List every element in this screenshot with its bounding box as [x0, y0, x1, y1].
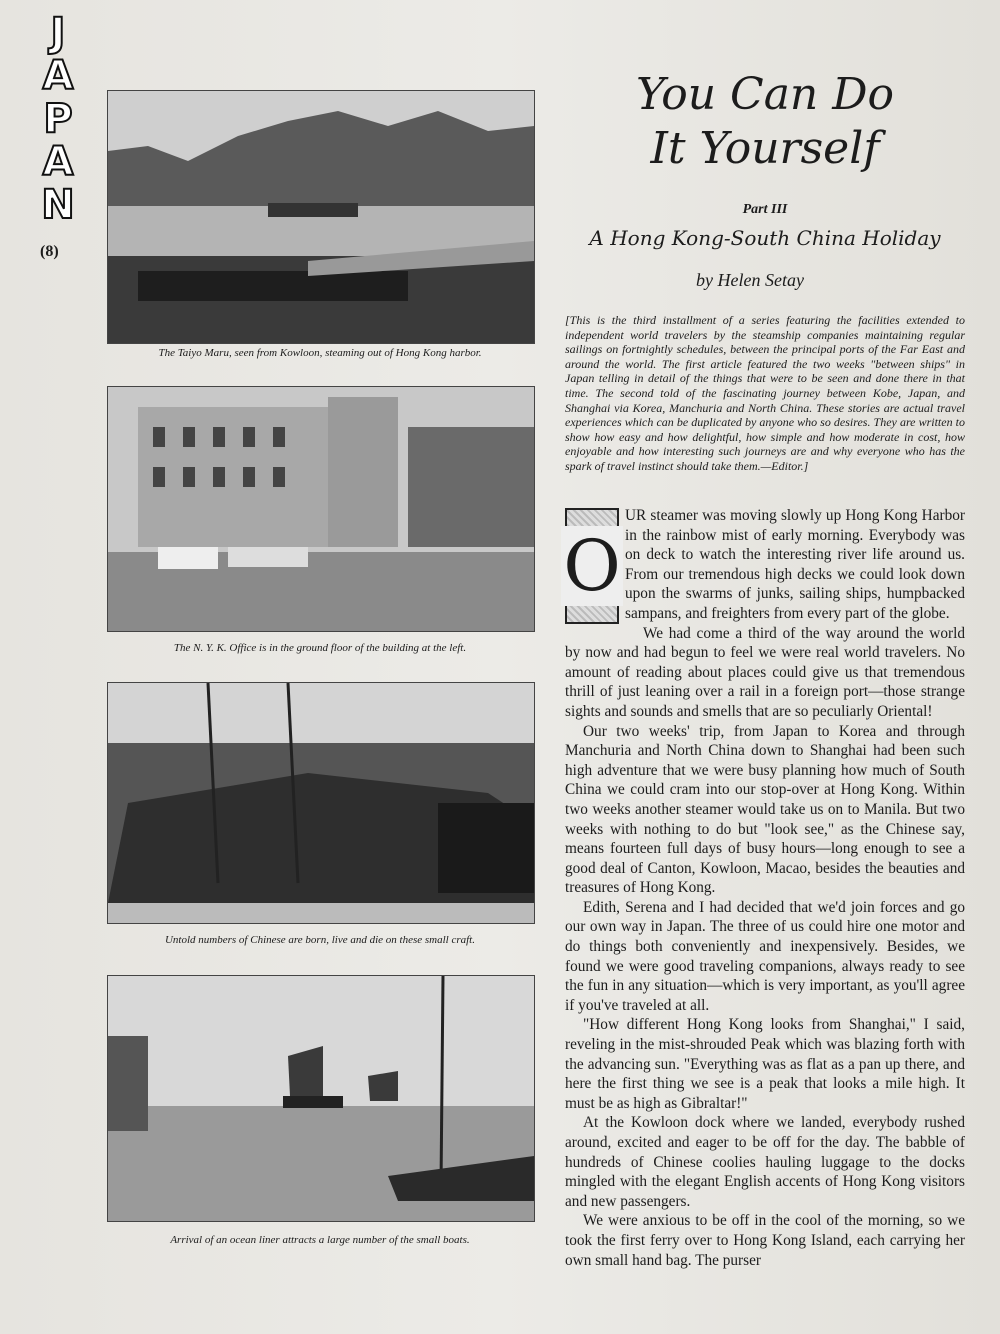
- paragraph: Our two weeks' trip, from Japan to Korea and through Manchuria and North China down to Shanghai had been such high adventure that we were busy planning how much of South China we could cram into our stop-over at Hong Kong. Within two weeks another steamer would take us on to Manila. But two weeks with nothing to do but "look see," as the Chinese say, means fourteen full days of busy hours—long enough to see a good deal of Canton, Kowloon, Macao, besides the beauties and treasures of Hong Kong.: [565, 722, 965, 897]
- photo-nyk-office: [107, 386, 535, 632]
- article-byline: by Helen Setay: [696, 270, 804, 290]
- photo-caption: Arrival of an ocean liner attracts a large number of the small boats.: [170, 1234, 470, 1246]
- drop-cap-letter: O: [563, 525, 621, 607]
- paragraph: "How different Hong Kong looks from Shanghai," I said, reveling in the mist-shrouded Peak which was blazing forth with the advancing sun. "Everything was as flat as a pan up there, and here the first thing we see is a peak that looks a mile high. It must be as high as Gibraltar!": [565, 1016, 965, 1112]
- title-line: You Can Do: [635, 69, 895, 120]
- photo-caption: The Taiyo Maru, seen from Kowloon, steaming out of Hong Kong harbor.: [158, 347, 482, 359]
- article-subtitle: A Hong Kong-South China Holiday: [589, 226, 941, 250]
- section-letter: A: [42, 53, 74, 99]
- paragraph: Edith, Serena and I had decided that we'd join forces and go our own way in Japan. The three of us could hire one motor and do things both conveniently and inexpensively. Besides, we found we were good traveling companions, always ready to see the fun in any situation—which is very important, as you'll agree if you've traveled at all.: [565, 898, 965, 1014]
- photo-small-craft: [107, 682, 535, 924]
- section-letter: A: [42, 139, 74, 185]
- section-letter: J: [50, 10, 66, 56]
- paragraph: At the Kowloon dock where we landed, everybody rushed around, excited and eager to be off for the day. The babble of hundreds of Chinese coolies hauling luggage to the docks mingled with the elegant English accents of Hong Kong visitors and new passengers.: [565, 1114, 965, 1210]
- paragraph: UR steamer was moving slowly up Hong Kong Harbor in the rainbow mist of early morning. Everybody was on deck to watch the interesting river life around us. From our tremendous high decks we could look down upon the swarms of junks, sailing ships, humpbacked sampans, and freighters from every part of the globe.: [625, 507, 965, 622]
- photo-caption: The N. Y. K. Office is in the ground floor of the building at the left.: [173, 642, 467, 654]
- page-number: (8): [40, 243, 59, 260]
- article-part: Part III: [742, 202, 788, 217]
- section-letter: N: [41, 182, 75, 228]
- paragraph: We had come a third of the way around the world by now and had begun to feel we were real world travelers. No amount of reading about places could give us that tremendous thrill of just leaning over a rail in a foreign port—those strange sights and sounds and smells that are so peculiarly Oriental!: [565, 624, 965, 720]
- section-letter: P: [43, 96, 73, 142]
- editor-intro: [This is the third installment of a series featuring the facilities extended to independent world travelers by the steamship companies maintaining regular sailings on fortnightly schedules, between the principal ports of the Far East and around the world. The first article featured the two weeks "between ships" in Japan telling in detail of the things that were to be seen and done there in that time. The second told of the fascinating journey between Kobe, Japan, and Shanghai via Korea, Manchuria and North China. These stories are actual travel experiences which can be duplicated by anyone who so desires. They are written to show how easy and how delightful, how simple and how moderate in cost, how enjoyable and how interesting such journeys are and why everyone who has the spark of travel instinct should take them.—Editor.]: [565, 313, 965, 473]
- photo-junks-liner: [107, 975, 535, 1222]
- article-body: [565, 506, 965, 1270]
- title-line: It Yourself: [650, 123, 880, 174]
- paragraph: We were anxious to be off in the cool of the morning, so we took the first ferry over to Hong Kong Island, each carrying her own small hand bag. The purser: [565, 1212, 965, 1269]
- photo-caption: Untold numbers of Chinese are born, live and die on these small craft.: [164, 934, 475, 946]
- article-title: [565, 68, 965, 176]
- photo-harbor-ship: [107, 90, 535, 344]
- section-label-japan: [28, 12, 88, 227]
- drop-cap-ornament: [565, 508, 619, 624]
